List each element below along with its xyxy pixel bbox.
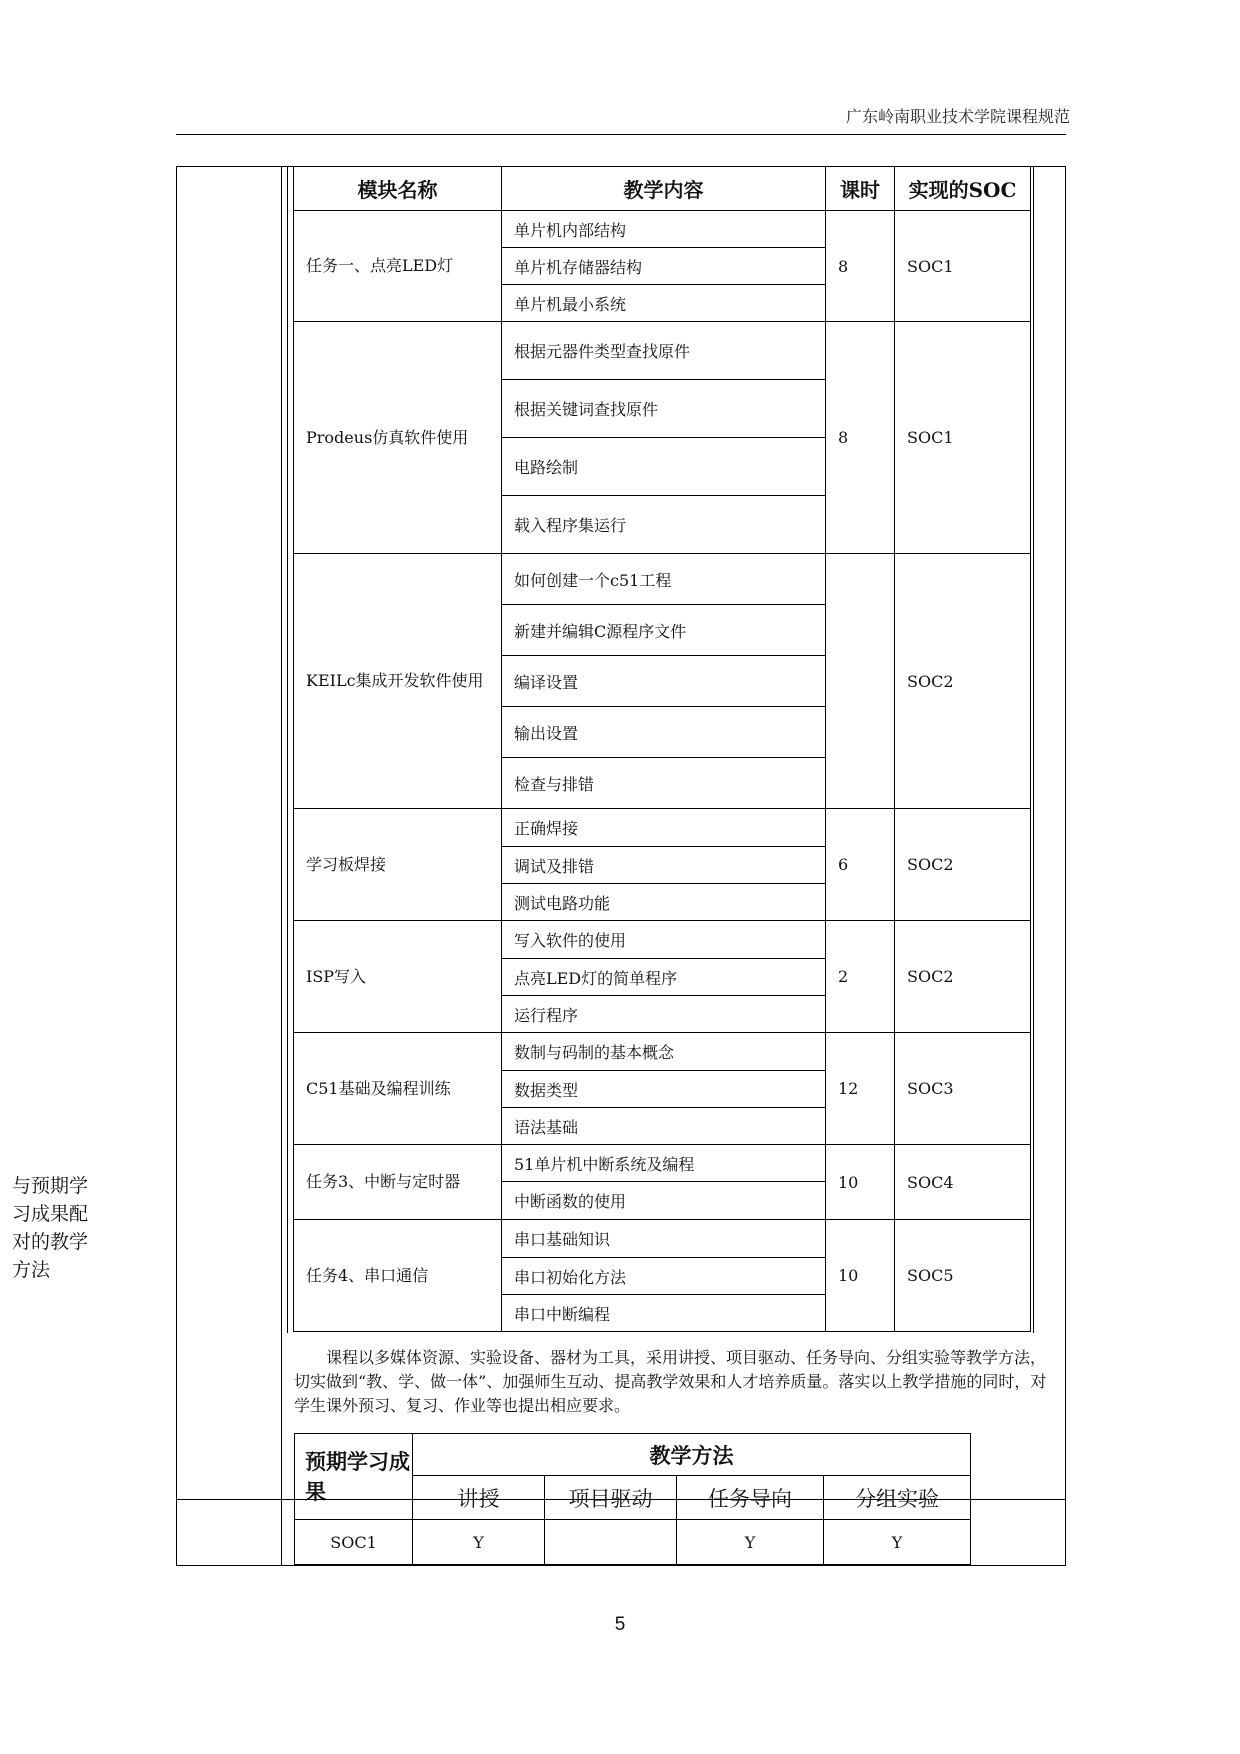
module-content: 中断函数的使用 [502,1182,826,1220]
module-content: 51单片机中断系统及编程 [502,1145,826,1182]
module-soc: SOC1 [895,211,1031,322]
module-hours: 10 [826,1220,895,1332]
table-row [294,1033,1031,1071]
method-lecture: 讲授 [413,1476,545,1520]
module-content: 单片机最小系统 [502,285,826,322]
header-content: 教学内容 [502,167,826,211]
table-row [294,554,1031,605]
table-row [294,1145,1031,1182]
header-hours: 课时 [826,167,895,211]
module-name: KEILc集成开发软件使用 [294,554,502,809]
table-row [294,1220,1031,1258]
teaching-intro: 课程以多媒体资源、实验设备、器材为工具，采用讲授、项目驱动、任务导向、分组实验等教学方法，切实做到“教、学、做一体”、加强师生互动、提高教学效果和人才培养质量。落实以上教学措施的同时，对学生课外预习、复习、作业等也提出相应要求。 [294,1348,1047,1415]
module-content: 运行程序 [502,996,826,1033]
module-name: 学习板焊接 [294,809,502,921]
module-name: 任务4、串口通信 [294,1220,502,1332]
module-hours: 2 [826,921,895,1033]
module-table-header-row [294,167,1031,211]
frame-divider-inner [287,167,288,1333]
method-group: 分组实验 [824,1476,971,1520]
method-row-mark: Y [413,1520,545,1565]
module-content: 根据关键词查找原件 [502,380,826,438]
table-row [294,809,1031,847]
header-module-name: 模块名称 [294,167,502,211]
module-content: 语法基础 [502,1108,826,1145]
module-content: 新建并编辑C源程序文件 [502,605,826,656]
teaching-section-label: 与预期学习成果配对的教学方法 [12,1175,89,1281]
module-soc: SOC5 [895,1220,1031,1332]
method-row [295,1520,971,1565]
outcome-header: 预期学习成果 [295,1434,413,1520]
module-soc: SOC4 [895,1145,1031,1220]
method-header: 教学方法 [413,1434,971,1476]
method-table-header-row [295,1434,971,1476]
module-hours [826,554,895,809]
module-name: 任务3、中断与定时器 [294,1145,502,1220]
module-name: ISP写入 [294,921,502,1033]
module-hours: 8 [826,211,895,322]
module-soc: SOC3 [895,1033,1031,1145]
module-hours: 10 [826,1145,895,1220]
module-content: 数据类型 [502,1071,826,1108]
method-row-mark: Y [677,1520,824,1565]
module-content: 载入程序集运行 [502,496,826,554]
method-project: 项目驱动 [545,1476,677,1520]
module-content: 调试及排错 [502,847,826,884]
header-rule [176,134,1066,135]
module-content: 点亮LED灯的简单程序 [502,959,826,996]
method-task: 任务导向 [677,1476,824,1520]
module-content: 串口中断编程 [502,1295,826,1332]
module-hours: 6 [826,809,895,921]
module-content: 正确焊接 [502,809,826,847]
header-title: 广东岭南职业技术学院课程规范 [845,107,1070,126]
page-number: 5 [614,1614,626,1635]
module-soc: SOC2 [895,809,1031,921]
module-soc: SOC2 [895,921,1031,1033]
table-row [294,211,1031,248]
teaching-method-table [294,1433,971,1565]
module-content: 电路绘制 [502,438,826,496]
module-hours: 8 [826,322,895,554]
module-content: 检查与排错 [502,758,826,809]
module-hours: 12 [826,1033,895,1145]
module-content: 编译设置 [502,656,826,707]
module-content: 根据元器件类型查找原件 [502,322,826,380]
table-row [294,921,1031,959]
module-content: 单片机存储器结构 [502,248,826,285]
module-name: C51基础及编程训练 [294,1033,502,1145]
module-table [293,166,1031,1332]
method-row-mark [545,1520,677,1565]
frame-divider [281,167,282,1565]
method-row-mark: Y [824,1520,971,1565]
header-soc: 实现的SOC [895,167,1031,211]
module-content: 数制与码制的基本概念 [502,1033,826,1071]
method-row-outcome: SOC1 [295,1520,413,1565]
module-name: Prodeus仿真软件使用 [294,322,502,554]
frame-divider-right [1033,167,1034,1333]
module-content: 单片机内部结构 [502,211,826,248]
module-name: 任务一、点亮LED灯 [294,211,502,322]
module-content: 串口初始化方法 [502,1258,826,1295]
module-content: 串口基础知识 [502,1220,826,1258]
table-row [294,322,1031,380]
module-content: 测试电路功能 [502,884,826,921]
module-content: 如何创建一个c51工程 [502,554,826,605]
module-content: 输出设置 [502,707,826,758]
module-content: 写入软件的使用 [502,921,826,959]
module-soc: SOC1 [895,322,1031,554]
module-soc: SOC2 [895,554,1031,809]
